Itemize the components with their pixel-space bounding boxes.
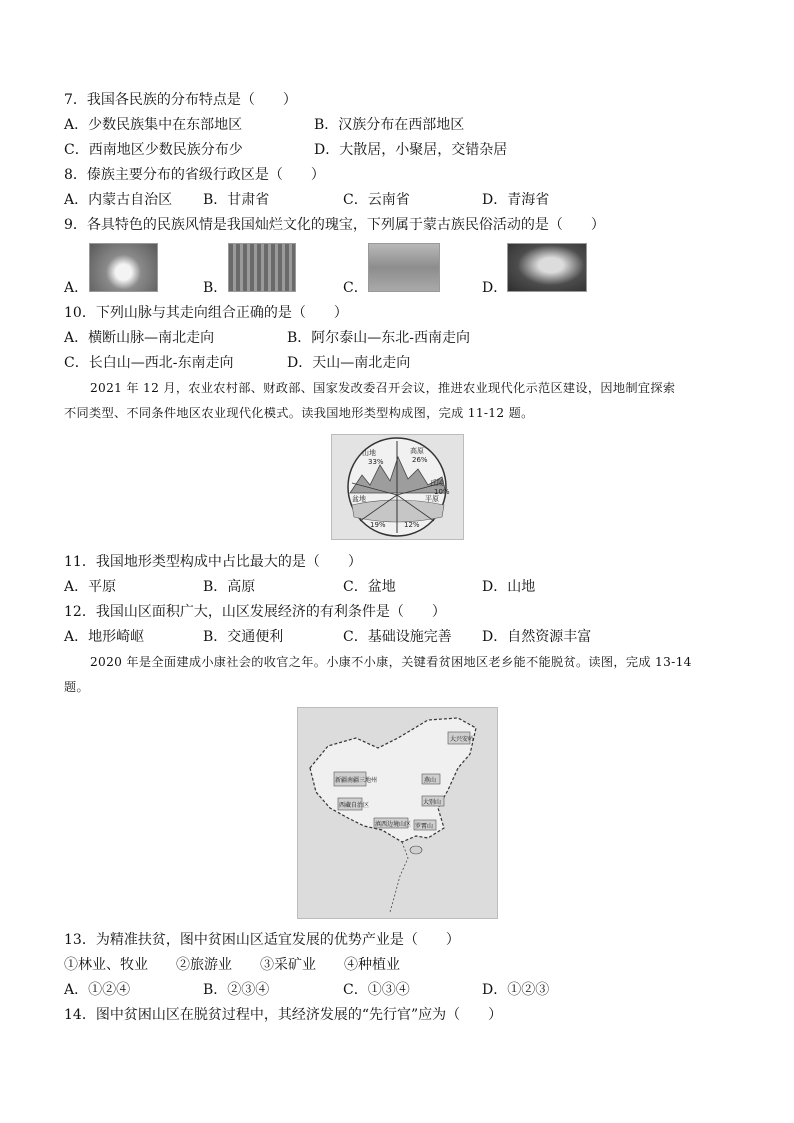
poverty-region-map [297, 707, 498, 919]
terrain-composition-figure [331, 434, 464, 540]
q8-stem: 8．傣族主要分布的省级行政区是（ ） [64, 167, 325, 183]
q9-option-a-label: A． [64, 280, 89, 296]
terrain-label-plateau: 高原 [410, 447, 424, 455]
q11-option-d: D．山地 [482, 579, 536, 595]
q14-stem: 14．图中贫困山区在脱贫过程中，其经济发展的“先行官”应为（ ） [64, 1007, 503, 1023]
q7-option-b: B．汉族分布在西部地区 [314, 117, 465, 133]
map-label-xinjiang: 新疆南疆三地州 [335, 777, 378, 784]
map-label-daxinganling: 大兴安岭 [450, 736, 475, 743]
terrain-composition-drawing [332, 435, 463, 539]
intro-11-12-line1: 2021 年 12 月，农业农村部、财政部、国家发改委召开会议，推进农业现代化示范区建设，因地制宜探索 [90, 381, 676, 395]
terrain-label-mountain-pct: 33% [368, 458, 384, 466]
q7-option-a: A．少数民族集中在东部地区 [64, 117, 243, 133]
q13-option-b: B．②③④ [203, 982, 270, 998]
terrain-label-hill: 丘陵 [430, 479, 444, 487]
terrain-label-basin: 盆地 [352, 495, 366, 503]
map-label-dabieshan: 大别山 [423, 799, 442, 806]
terrain-label-hill-pct: 10% [434, 488, 450, 496]
q9-option-a-photo [89, 243, 158, 292]
q12-stem: 12．我国山区面积广大，山区发展经济的有利条件是（ ） [64, 604, 446, 620]
q8-option-a: A．内蒙古自治区 [64, 192, 173, 208]
q9-option-b-photo [228, 243, 296, 292]
q10-option-a: A．横断山脉—南北走向 [64, 330, 215, 346]
q11-stem: 11．我国地形类型构成中占比最大的是（ ） [64, 554, 362, 570]
q12-option-a: A．地形崎岖 [64, 629, 145, 645]
q11-option-b: B．高原 [203, 579, 256, 595]
q12-option-c: C．基础设施完善 [343, 629, 452, 645]
q12-option-d: D．自然资源丰富 [482, 629, 592, 645]
intro-13-14-line2: 题。 [64, 680, 89, 694]
q9-stem: 9．各具特色的民族风情是我国灿烂文化的瑰宝，下列属于蒙古族民俗活动的是（ ） [64, 217, 605, 233]
q13-choices: ①林业、牧业 ②旅游业 ③采矿业 ④种植业 [64, 957, 400, 973]
q7-stem: 7．我国各民族的分布特点是（ ） [64, 92, 297, 108]
q8-option-b: B．甘肃省 [203, 192, 270, 208]
q9-option-b-label: B． [203, 280, 228, 296]
q13-option-d: D．①②③ [482, 982, 550, 998]
terrain-label-basin-pct: 19% [370, 521, 386, 529]
q7-option-d: D．大散居，小聚居，交错杂居 [314, 142, 508, 158]
map-label-yanshan: 燕山 [424, 777, 437, 784]
terrain-label-plain-pct: 12% [404, 521, 420, 529]
q10-option-b: B．阿尔泰山—东北-西南走向 [287, 330, 471, 346]
q10-option-d: D．天山—南北走向 [287, 355, 411, 371]
q9-option-c-photo [368, 243, 440, 292]
q8-option-d: D．青海省 [482, 192, 550, 208]
china-map-drawing [298, 708, 497, 918]
map-label-dianxi: 滇西边境山区 [375, 821, 412, 828]
q13-option-a: A．①②④ [64, 982, 131, 998]
q13-option-c: C．①③④ [343, 982, 410, 998]
q9-option-d-photo [507, 243, 587, 292]
q8-option-c: C．云南省 [343, 192, 410, 208]
q10-stem: 10．下列山脉与其走向组合正确的是（ ） [64, 305, 348, 321]
terrain-label-mountain: 山地 [362, 449, 376, 457]
q9-option-d-label: D． [482, 280, 508, 296]
intro-11-12-line2: 不同类型、不同条件地区农业现代化模式。读我国地形类型构成图，完成 11-12 题。 [64, 406, 534, 420]
q11-option-c: C．盆地 [343, 579, 396, 595]
q11-option-a: A．平原 [64, 579, 117, 595]
q9-option-c-label: C． [343, 280, 368, 296]
terrain-label-plain: 平原 [425, 495, 439, 503]
q7-option-c: C．西南地区少数民族分布少 [64, 142, 243, 158]
map-label-tibet: 西藏自治区 [339, 802, 370, 809]
terrain-label-plateau-pct: 26% [412, 456, 428, 464]
q13-stem: 13．为精准扶贫，图中贫困山区适宜发展的优势产业是（ ） [64, 932, 460, 948]
map-label-luoxiaoshan: 罗霄山 [415, 823, 434, 830]
intro-13-14-line1: 2020 年是全面建成小康社会的收官之年。小康不小康，关键看贫困地区老乡能不能脱贫。读图，完成 13-14 [90, 655, 692, 669]
q12-option-b: B．交通便利 [203, 629, 284, 645]
q10-option-c: C．长白山—西北-东南走向 [64, 355, 234, 371]
